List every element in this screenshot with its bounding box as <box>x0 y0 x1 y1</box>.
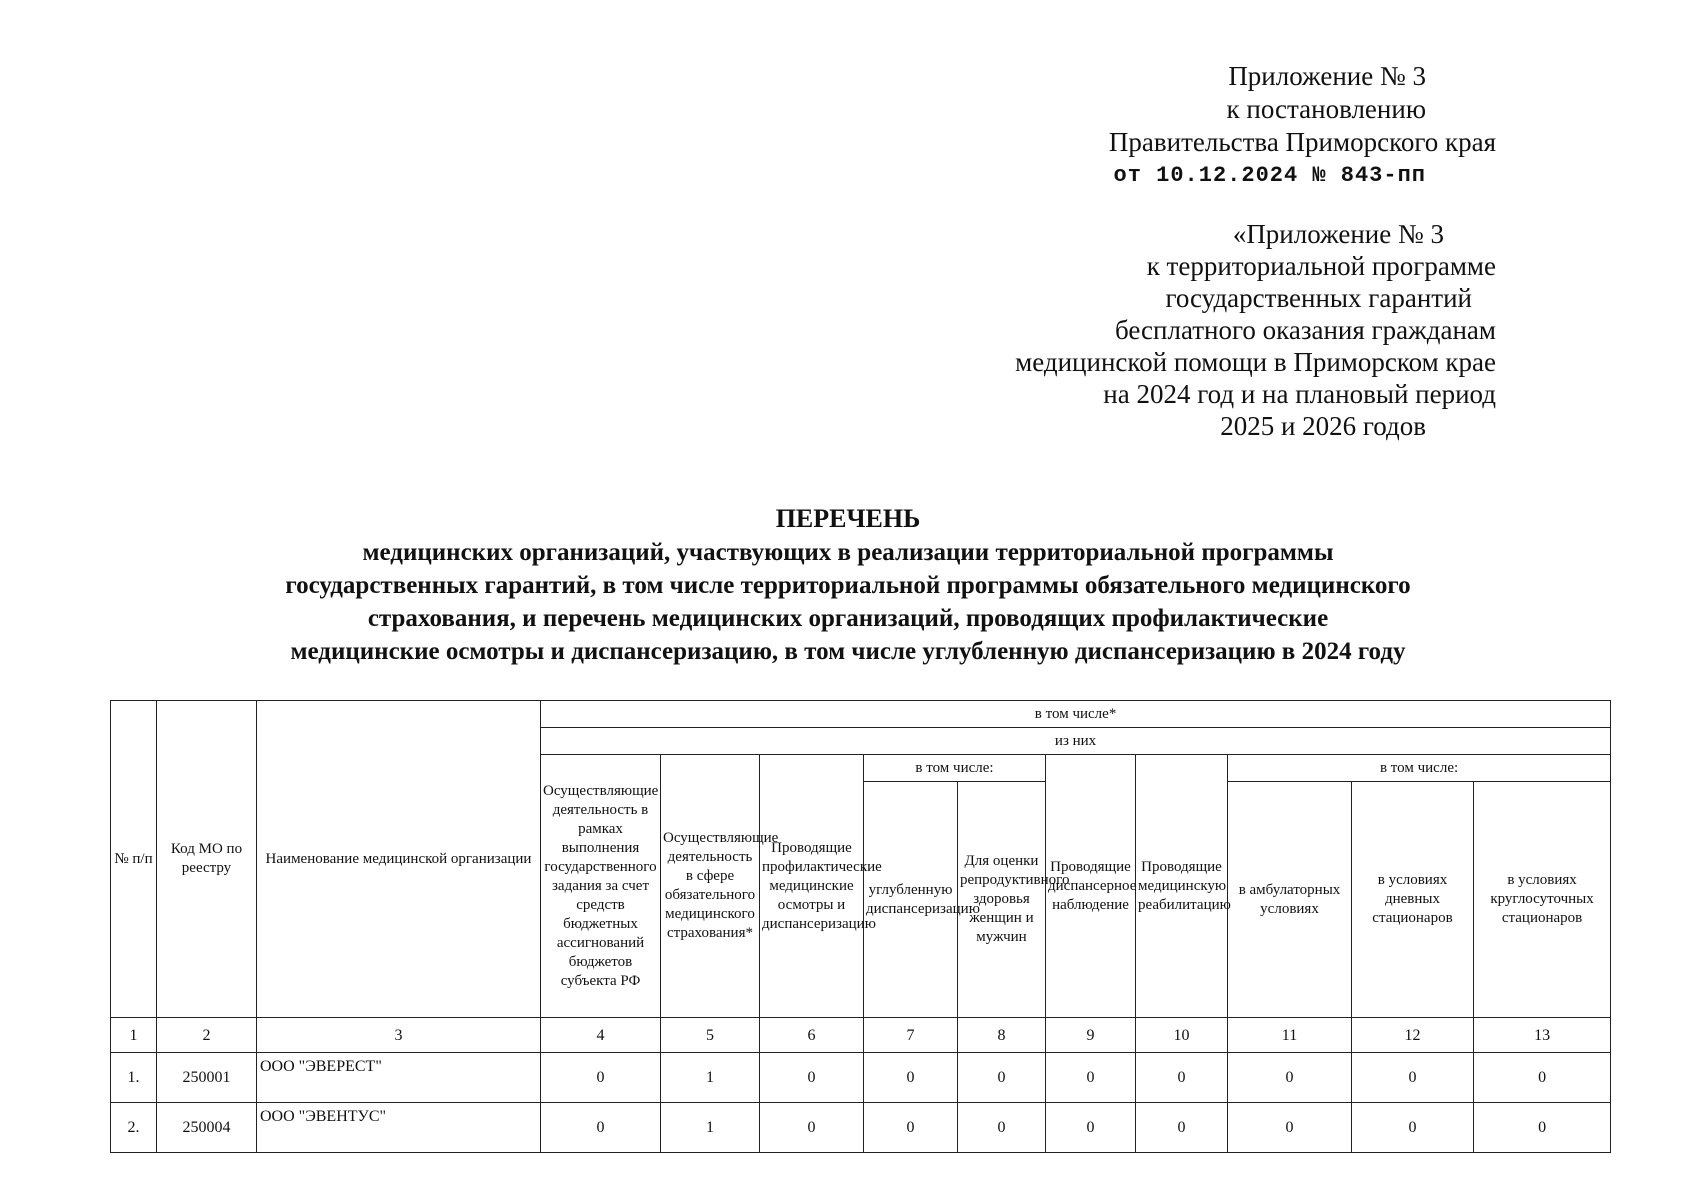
value-cell: 1 <box>661 1103 760 1153</box>
program-appendix-line: государственных гарантий <box>1165 283 1472 313</box>
value-cell: 0 <box>1228 1103 1352 1153</box>
value-cell: 0 <box>1474 1103 1611 1153</box>
header-col-7: углубленную диспансеризацию <box>864 782 958 1018</box>
value-cell: 0 <box>864 1103 958 1153</box>
column-number: 3 <box>257 1018 541 1053</box>
header-col-10: Проводящие медицинскую реабилитацию <box>1136 755 1228 1018</box>
value-cell: 0 <box>541 1103 661 1153</box>
header-including-sub-a: в том числе: <box>864 755 1046 782</box>
value-cell: 0 <box>760 1103 864 1153</box>
mo-code: 250004 <box>157 1103 257 1153</box>
subtitle-line: медицинских организаций, участвующих в реализации территориальной программы <box>362 539 1334 566</box>
subtitle-line: государственных гарантий, в том числе территориальной программы обязательного медицинского <box>285 572 1411 599</box>
organization-name: ООО "ЭВЕНТУС" <box>257 1103 541 1153</box>
header-col-11: в амбулаторных условиях <box>1228 782 1352 1018</box>
value-cell: 1 <box>661 1053 760 1103</box>
value-cell: 0 <box>864 1053 958 1103</box>
column-number: 6 <box>760 1018 864 1053</box>
header-col-4: Осуществляющие деятельность в рамках выполнения государственного задания за счет средств бюджетных ассигнований бюджетов субъекта РФ <box>541 755 661 1018</box>
header-col-13: в условиях круглосуточных стационаров <box>1474 782 1611 1018</box>
subtitle-line: страхования, и перечень медицинских организаций, проводящих профилактические <box>367 605 1329 632</box>
column-number-row <box>111 1018 1611 1053</box>
header-col-12: в условиях дневных стационаров <box>1352 782 1474 1018</box>
column-number: 1 <box>111 1018 157 1053</box>
decree-date-number: от 10.12.2024 № 843-пп <box>1113 163 1426 188</box>
header-name: Наименование медицинской организации <box>257 701 541 1018</box>
value-cell: 0 <box>1352 1053 1474 1103</box>
document-title <box>150 502 1546 668</box>
program-appendix-block <box>936 218 1496 442</box>
table-row <box>111 1103 1611 1153</box>
program-appendix-line: бесплатного оказания гражданам <box>1115 315 1496 345</box>
appendix-line: Правительства Приморского края <box>1108 127 1496 157</box>
header-col-6: Проводящие профилактические медицинские осмотры и диспансеризацию <box>760 755 864 1018</box>
appendix-block <box>936 60 1496 193</box>
column-number: 11 <box>1228 1018 1352 1053</box>
value-cell: 0 <box>958 1053 1046 1103</box>
mo-code: 250001 <box>157 1053 257 1103</box>
program-appendix-line: к территориальной программе <box>1146 251 1496 281</box>
row-number: 1. <box>111 1053 157 1103</box>
column-number: 5 <box>661 1018 760 1053</box>
column-number: 4 <box>541 1018 661 1053</box>
value-cell: 0 <box>1046 1053 1136 1103</box>
value-cell: 0 <box>1046 1103 1136 1153</box>
header-of-them: из них <box>541 728 1611 755</box>
value-cell: 0 <box>1136 1053 1228 1103</box>
header-including: в том числе* <box>541 701 1611 728</box>
program-appendix-line: на 2024 год и на плановый период <box>1103 379 1496 409</box>
column-number: 13 <box>1474 1018 1611 1053</box>
organizations-table <box>110 700 1611 1153</box>
header-col-5: Осуществляющие деятельность в сфере обязательного медицинского страхования* <box>661 755 760 1018</box>
header-col-9: Проводящие диспансерное наблюдение <box>1046 755 1136 1018</box>
column-number: 12 <box>1352 1018 1474 1053</box>
header-code: Код МО по реестру <box>157 701 257 1018</box>
table-row <box>111 1053 1611 1103</box>
column-number: 2 <box>157 1018 257 1053</box>
appendix-line: Приложение № 3 <box>1228 61 1426 91</box>
program-appendix-line: «Приложение № 3 <box>1232 219 1444 249</box>
header-col-8: Для оценки репродуктивного здоровья женщин и мужчин <box>958 782 1046 1018</box>
subtitle-line: медицинские осмотры и диспансеризацию, в том числе углубленную диспансеризацию в 2024 году <box>290 638 1406 665</box>
row-number: 2. <box>111 1103 157 1153</box>
value-cell: 0 <box>541 1053 661 1103</box>
column-number: 8 <box>958 1018 1046 1053</box>
header-including-sub-b: в том числе: <box>1228 755 1611 782</box>
program-appendix-line: 2025 и 2026 годов <box>1220 411 1426 441</box>
title-main: ПЕРЕЧЕНЬ <box>775 504 921 533</box>
value-cell: 0 <box>958 1103 1046 1153</box>
value-cell: 0 <box>1228 1053 1352 1103</box>
column-number: 10 <box>1136 1018 1228 1053</box>
value-cell: 0 <box>1352 1103 1474 1153</box>
value-cell: 0 <box>760 1053 864 1103</box>
header-num: № п/п <box>111 701 157 1018</box>
value-cell: 0 <box>1474 1053 1611 1103</box>
column-number: 9 <box>1046 1018 1136 1053</box>
program-appendix-line: медицинской помощи в Приморском крае <box>1015 347 1496 377</box>
value-cell: 0 <box>1136 1103 1228 1153</box>
organization-name: ООО "ЭВЕРЕСТ" <box>257 1053 541 1103</box>
column-number: 7 <box>864 1018 958 1053</box>
appendix-line: к постановлению <box>1226 94 1426 124</box>
